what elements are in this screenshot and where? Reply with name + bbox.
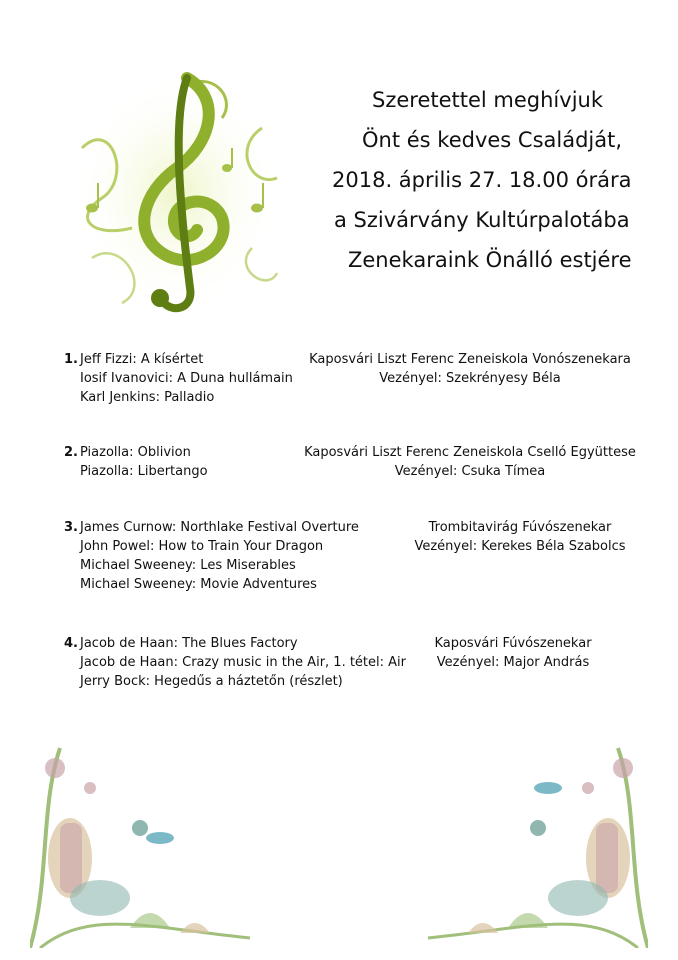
floral-corner-left-icon: [30, 728, 250, 948]
conductor-name: Vezényel: Major András: [436, 655, 590, 670]
conductor-name: Vezényel: Csuka Tímea: [394, 464, 546, 479]
conductor-name: Vezényel: Kerekes Béla Szabolcs: [414, 539, 626, 554]
piece-title: Michael Sweeney: Movie Adventures: [80, 577, 317, 592]
floral-corner-right-icon: [428, 728, 648, 948]
piece-title: Jeff Fizzi: A kísértet: [80, 352, 204, 367]
program-number: 2.: [64, 445, 78, 460]
header-line-5: Zenekaraink Önálló estjére: [348, 248, 632, 272]
piece-title: Jerry Bock: Hegedűs a háztetőn (részlet): [80, 674, 343, 689]
piece-title: John Powel: How to Train Your Dragon: [80, 539, 324, 554]
piece-title: Piazolla: Oblivion: [80, 445, 191, 460]
ensemble-name: Trombitavirág Fúvószenekar: [428, 520, 612, 535]
program-number: 4.: [64, 636, 78, 651]
header-line-4: a Szivárvány Kultúrpalotába: [334, 208, 630, 232]
invitation-header: [300, 80, 660, 280]
treble-clef-icon: [62, 58, 292, 320]
piece-title: Piazolla: Libertango: [80, 464, 208, 479]
ensemble-name: Kaposvári Liszt Ferenc Zeneiskola Cselló Együttese: [304, 445, 636, 460]
piece-title: Michael Sweeney: Les Miserables: [80, 558, 296, 573]
piece-title: Jacob de Haan: Crazy music in the Air, 1. tétel: Air: [80, 655, 406, 670]
ensemble-name: Kaposvári Liszt Ferenc Zeneiskola Vonószenekara: [309, 352, 631, 367]
piece-title: Iosif Ivanovici: A Duna hullámain: [80, 371, 293, 386]
program-number: 1.: [64, 352, 78, 367]
piece-title: Karl Jenkins: Palladio: [80, 390, 215, 405]
header-line-3: 2018. április 27. 18.00 órára: [332, 168, 632, 192]
ensemble-name: Kaposvári Fúvószenekar: [434, 636, 592, 651]
piece-title: James Curnow: Northlake Festival Overture: [80, 520, 359, 535]
conductor-name: Vezényel: Szekrényesy Béla: [379, 371, 561, 386]
header-line-2: Önt és kedves Családját,: [362, 128, 623, 152]
program-number: 3.: [64, 520, 78, 535]
piece-title: Jacob de Haan: The Blues Factory: [80, 636, 298, 651]
header-line-1: Szeretettel meghívjuk: [372, 88, 603, 112]
